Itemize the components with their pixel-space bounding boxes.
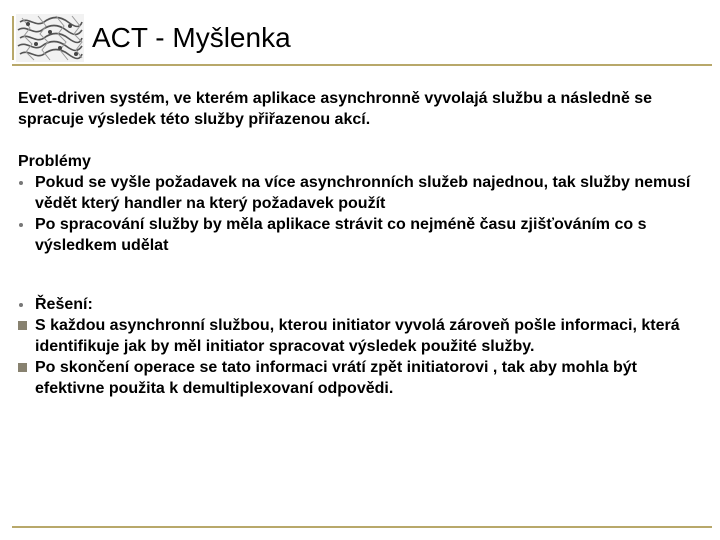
solutions-list (18, 294, 698, 399)
square-bullet-icon (18, 321, 27, 330)
solution-text: S každou asynchronní službou, kterou initiator vyvolá zároveň pošle informaci, která identifikuje jak by měl initiator spracovat výsledek použité služby. (35, 317, 680, 355)
solutions-heading: Řešení: (35, 296, 93, 313)
list-item (18, 315, 698, 357)
title-vertical-rule (12, 16, 14, 60)
problems-heading: Problémy (18, 153, 91, 170)
list-item (18, 294, 698, 315)
list-item (18, 214, 698, 256)
solution-text: Po skončení operace se tato informaci vrátí zpět initiatorovi , tak aby mohla být efektivne použita k demultiplexovaní odpovědi. (35, 359, 637, 397)
list-item (18, 172, 698, 214)
intro-paragraph: Evet-driven systém, ve kterém aplikace asynchronně vyvolajá službu a následně se spracuje výsledek této služby přiřazenou akcí. (18, 90, 653, 128)
square-bullet-icon (18, 363, 27, 372)
slide-title: ACT - Myšlenka (92, 22, 291, 53)
decorative-pattern-logo (16, 14, 84, 62)
list-item (18, 357, 698, 399)
dot-bullet-icon (19, 223, 23, 227)
title-horizontal-rule (12, 64, 712, 66)
dot-bullet-icon (19, 181, 23, 185)
problem-text: Pokud se vyšle požadavek na více asynchronních služeb najednou, tak služby nemusí vědět který handler na který požadavek použít (35, 174, 691, 212)
slide-body (18, 88, 698, 399)
bottom-rule (12, 526, 712, 528)
problem-text: Po spracování služby by měla aplikace strávit co nejméně času zjišťováním co s výsledkem udělat (35, 216, 647, 254)
problems-list (18, 172, 698, 256)
dot-bullet-icon (19, 303, 23, 307)
